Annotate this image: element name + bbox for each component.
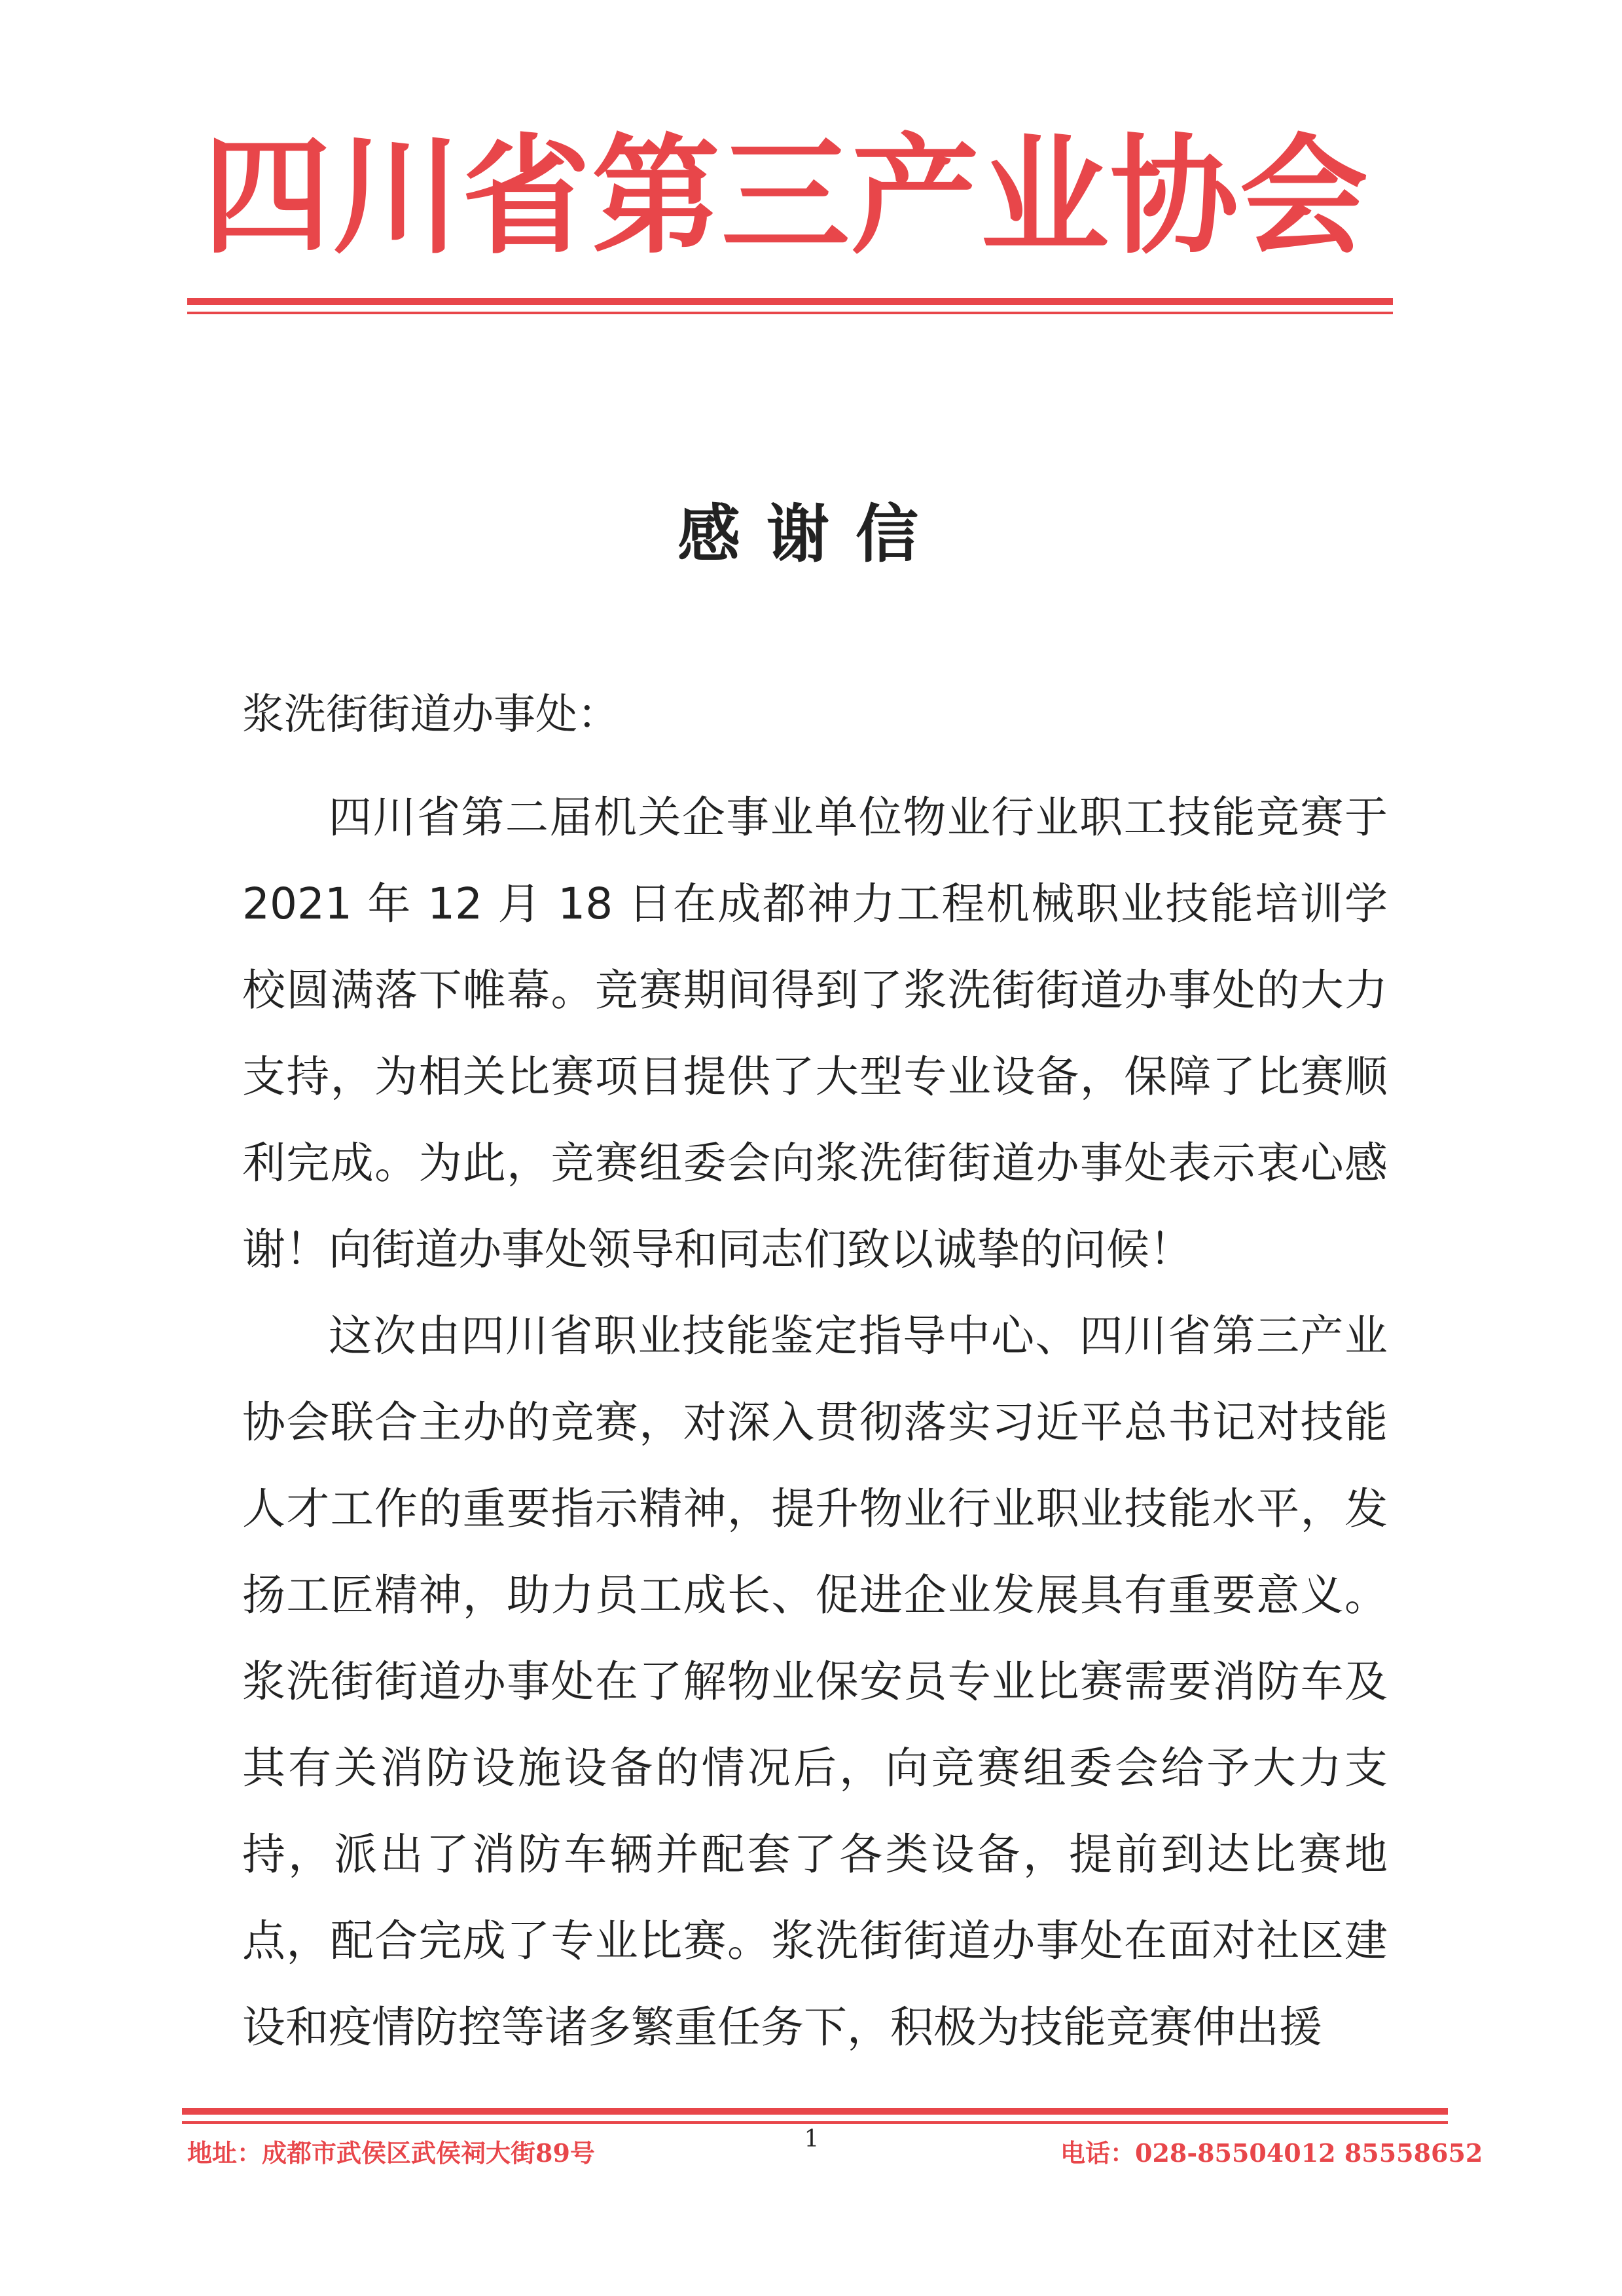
letterhead-char: 会 xyxy=(1239,121,1368,272)
letterhead-char: 四 xyxy=(203,121,332,272)
body-paragraph-2: 这次由四川省职业技能鉴定指导中心、四川省第三产业协会联合主办的竞赛，对深入贯彻落实习近平总书记对技能人才工作的重要指示精神，提升物业行业职业技能水平，发扬工匠精神，助力员工成长、促进企业发展具有重要意义。浆洗街街道办事处在了解物业保安员专业比赛需要消防车及其有关消防设施设备的情况后，向竞赛组委会给予大力支持，派出了消防车辆并配套了各类设备，提前到达比赛地点，配合完成了专业比赛。浆洗街街道办事处在面对社区建设和疫情防控等诸多繁重任务下，积极为技能竞赛伸出援 xyxy=(242,1311,1388,2052)
letterhead-char: 三 xyxy=(721,121,850,272)
body-paragraph-1: 四川省第二届机关企事业单位物业行业职工技能竞赛于 2021 年 12 月 18 日在成都神力工程机械职业技能培训学校圆满落下帷幕。竞赛期间得到了浆洗街街道办事处的大力支持，为相关比赛项目提供了大型专业设备，保障了比赛顺利完成。为此，竞赛组委会向浆洗街街道办事处表示衷心感谢！向街道办事处领导和同志们致以诚挚的问候！ xyxy=(242,792,1388,1275)
footer-address: 地址：成都市武侯区武侯祠大街89号 xyxy=(187,2138,595,2168)
letterhead-char: 协 xyxy=(1109,121,1238,272)
letterhead-divider-thin xyxy=(187,312,1393,314)
letterhead-divider-thick xyxy=(187,298,1393,305)
letter-body xyxy=(242,774,1388,2071)
recipient-salutation: 浆洗街街道办事处： xyxy=(242,691,619,739)
footer-divider-thin xyxy=(182,2121,1448,2124)
letterhead-char: 川 xyxy=(332,121,461,272)
letterhead-char: 省 xyxy=(461,121,590,272)
letterhead-char: 第 xyxy=(591,121,720,272)
letterhead-char: 产 xyxy=(850,121,979,272)
page-number: 1 xyxy=(804,2126,820,2153)
document-title: 感谢信 xyxy=(677,498,945,571)
footer-phone: 电话：028-85504012 85558652 xyxy=(1060,2138,1483,2168)
footer-divider-thick xyxy=(182,2108,1448,2115)
letterhead-char: 业 xyxy=(980,121,1109,272)
letterhead-org-name xyxy=(203,121,1368,272)
